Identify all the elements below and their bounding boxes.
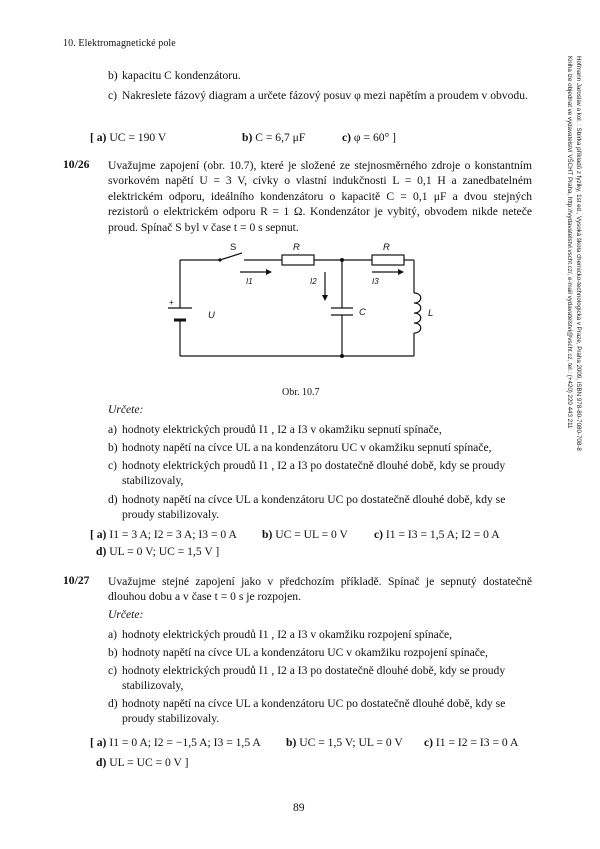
prev-answer-c [342, 130, 396, 145]
ask-label: Určete: [108, 403, 144, 416]
answer-text: I1 = I3 = 1,5 A; I2 = 0 A [385, 528, 500, 541]
item-text: hodnoty elektrických proudů I1 , I2 a I3 v okamžiku rozpojení spínače, [122, 628, 453, 641]
answer-label: b) [262, 528, 273, 541]
prev-answer-b [242, 130, 305, 145]
circuit-diagram [150, 238, 450, 378]
list-item [108, 663, 532, 694]
answer-a [90, 527, 237, 542]
item-label: c) [108, 459, 118, 472]
item-text: hodnoty elektrických proudů I1 , I2 a I3 po dostatečně dlouhé době, kdy se proudy stabilizovaly, [122, 664, 506, 693]
item-label: b) [108, 69, 118, 82]
answer-label: c) [374, 528, 384, 541]
junction-bottom [340, 354, 344, 358]
problem-statement: Uvažujme zapojení (obr. 10.7), které je složené ze stejnosměrného zdroje o konstantním svorkovém napětí U = 3 V, cívky o vlastní indukčnosti L = 0,1 H a zanedbatelném elektrickém odporu, ideálního kondenzátoru o kapacitě C = 0,1 μF a dvou stejných rezistorů o elektrickém odporu R = 1 Ω. Kondenzátor je vybitý, obvodem nikde neteče proud. Spínač S byl v čase t = 0 s sepnut. [108, 159, 532, 234]
resistor-label-2: R [383, 242, 390, 253]
answer-text: UL = 0 V; UC = 1,5 V ] [109, 545, 220, 558]
answer-label: [ a) [90, 736, 107, 749]
resistor-label-1: R [293, 242, 300, 253]
prev-answer-a [90, 130, 166, 145]
page-number: 89 [293, 801, 305, 814]
chapter-header: 10. Elektromagnetické pole [63, 38, 176, 49]
problem-number: 10/26 [63, 158, 90, 171]
ask-label: Určete: [108, 608, 144, 621]
list-item [108, 696, 532, 727]
current-label-i3: I3 [372, 277, 379, 286]
figure-caption: Obr. 10.7 [282, 387, 320, 398]
arrow-i1 [266, 269, 272, 275]
inductor-label: L [428, 308, 434, 319]
item-label: d) [108, 493, 118, 506]
answer-a [90, 735, 261, 750]
list-item [108, 492, 532, 523]
switch-label: S [230, 242, 237, 253]
answer-b [286, 735, 403, 750]
arrow-i2 [322, 295, 328, 301]
answer-label: [ a) [90, 528, 107, 541]
list-item [108, 458, 532, 489]
item-label: c) [108, 664, 118, 677]
list-item [108, 645, 532, 660]
item-text: hodnoty napětí na cívce UL a kondenzátoru UC po dostatečně dlouhé době, kdy se proudy stabilizovaly. [122, 697, 506, 726]
answer-label: d) [96, 756, 107, 769]
capacitor-label: C [359, 307, 366, 318]
list-item [108, 627, 532, 642]
answer-text: C = 6,7 μF [255, 131, 306, 144]
list-item [108, 440, 532, 455]
problem-statement: Uvažujme stejné zapojení jako v předchozím příkladě. Spínač je sepnutý dostatečně dlouhou dobu a v čase t = 0 s je rozpojen. [108, 575, 532, 604]
citation-sidebar [565, 56, 583, 451]
switch-contact [218, 258, 221, 261]
item-label: a) [108, 628, 118, 641]
answer-label: [ a) [90, 131, 107, 144]
citation-line-2: Kniha lze objednat ve vydavatelství VŠCHT Praha, http://vydavatelstvi.vscht.cz/, e-mail vydavatelstvi@vscht.cz, tel.: (+420) 220 443 211 [566, 56, 573, 429]
current-label-i1: I1 [246, 277, 253, 286]
answer-text: I1 = 0 A; I2 = −1,5 A; I3 = 1,5 A [109, 736, 261, 749]
answer-text: I1 = I2 = I3 = 0 A [435, 736, 519, 749]
item-label: b) [108, 441, 118, 454]
answer-text: UC = UL = 0 V [275, 528, 348, 541]
item-text: hodnoty napětí na cívce UL a kondenzátoru UC v okamžiku rozpojení spínače, [122, 646, 488, 659]
answer-d [96, 755, 188, 770]
answer-c [424, 735, 518, 750]
problem-number: 10/27 [63, 574, 90, 587]
answer-label: c) [424, 736, 434, 749]
answer-c [374, 527, 500, 542]
list-item [108, 422, 532, 437]
citation-line-1: Hofmann Jaroslav a kol. : Sbírka příkladů z fyziky, 1st ed., Vysoká škola chemicko-technologická v Praze, Praha 2009, ISBN 978-80-7080-708-8 [575, 56, 582, 451]
answer-text: UL = UC = 0 V ] [109, 756, 189, 769]
answer-text: UC = 190 V [109, 131, 167, 144]
item-text: kapacitu C kondenzátoru. [122, 69, 241, 82]
answer-text: φ = 60° ] [353, 131, 396, 144]
item-label: c) [108, 89, 118, 102]
answer-text: I1 = 3 A; I2 = 3 A; I3 = 0 A [109, 528, 237, 541]
item-text: hodnoty napětí na cívce UL a kondenzátoru UC po dostatečně dlouhé době, kdy se proudy stabilizovaly. [122, 493, 506, 522]
answer-b [262, 527, 348, 542]
item-label: d) [108, 697, 118, 710]
arrow-i3 [398, 269, 404, 275]
answer-label: d) [96, 545, 107, 558]
answer-d [96, 544, 219, 559]
prev-item-b [108, 68, 532, 83]
junction-top [340, 258, 344, 262]
item-label: a) [108, 423, 118, 436]
answer-label: c) [342, 131, 352, 144]
answer-label: b) [242, 131, 253, 144]
item-text: hodnoty elektrických proudů I1 , I2 a I3 po dostatečně dlouhé době, kdy se proudy stabilizovaly, [122, 459, 506, 488]
source-label: U [208, 310, 215, 321]
plus-label: + [169, 298, 174, 307]
item-text: Nakreslete fázový diagram a určete fázový posuv φ mezi napětím a proudem v obvodu. [122, 89, 528, 102]
item-text: hodnoty elektrických proudů I1 , I2 a I3 v okamžiku sepnutí spínače, [122, 423, 442, 436]
prev-item-c [108, 88, 532, 103]
answer-label: b) [286, 736, 297, 749]
item-text: hodnoty napětí na cívce UL a na kondenzátoru UC v okamžiku sepnutí spínače, [122, 441, 492, 454]
item-label: b) [108, 646, 118, 659]
current-label-i2: I2 [310, 277, 317, 286]
answer-text: UC = 1,5 V; UL = 0 V [299, 736, 403, 749]
